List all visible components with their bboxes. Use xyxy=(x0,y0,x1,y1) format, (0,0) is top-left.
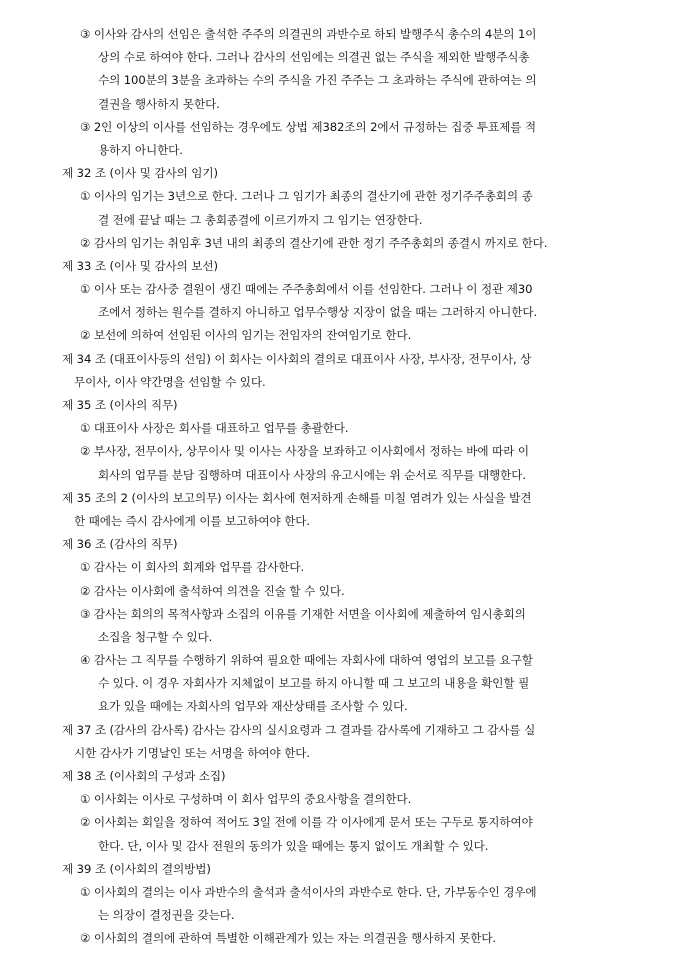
text-line: 한 때에는 즉시 감사에게 이를 보고하여야 한다. xyxy=(74,513,310,528)
text-line: ② 감사의 임기는 취임후 3년 내의 최종의 결산기에 관한 정기 주주총회의 종결시 까지로 한다. xyxy=(80,235,548,250)
text-line: ① 이사 또는 감사중 결원이 생긴 때에는 주주총회에서 이를 선임한다. 그러나 이 정관 제30 xyxy=(80,282,533,297)
article-heading: 제 39 조 (이사회의 결의방법) xyxy=(62,861,211,876)
article-heading: 제 37 조 (감사의 감사록) 감사는 감사의 실시요령과 그 결과를 감사록에 기재하고 그 감사를 실 xyxy=(62,722,536,737)
text-line: 결권을 행사하지 못한다. xyxy=(98,96,220,111)
text-line: 회사의 업무를 분담 집행하며 대표이사 사장의 유고시에는 위 순서로 직무를 대행한다. xyxy=(98,467,526,482)
text-line: ① 감사는 이 회사의 회계와 업무를 감사한다. xyxy=(80,560,305,575)
article-heading: 제 32 조 (이사 및 감사의 임기) xyxy=(62,166,218,181)
text-line: 한다. 단, 이사 및 감사 전원의 동의가 있을 때에는 통지 없이도 개최할 수 있다. xyxy=(98,838,489,853)
document-body xyxy=(62,23,628,951)
text-line: 수의 100분의 3분을 초과하는 수의 주식을 가진 주주는 그 초과하는 주식에 관하여는 의 xyxy=(98,73,537,88)
article-heading: 제 33 조 (이사 및 감사의 보선) xyxy=(62,258,218,273)
text-line: ② 이사회의 결의에 관하여 특별한 이해관계가 있는 자는 의결권을 행사하지 못한다. xyxy=(80,931,497,946)
text-line: 는 의장이 결정권을 갖는다. xyxy=(98,908,235,923)
text-line: 무이사, 이사 약간명을 선임할 수 있다. xyxy=(74,374,266,389)
text-line: 소집을 청구할 수 있다. xyxy=(98,629,213,644)
text-line: ④ 감사는 그 직무를 수행하기 위하여 필요한 때에는 자회사에 대하여 영업의 보고를 요구할 xyxy=(80,653,533,668)
text-line: 용하지 아니한다. xyxy=(98,142,183,157)
text-line: 결 전에 끝날 때는 그 총회종결에 이르기까지 그 임기는 연장한다. xyxy=(98,212,423,227)
text-line: 수 있다. 이 경우 자회사가 지체없이 보고를 하지 아니할 때 그 보고의 내용을 확인할 필 xyxy=(98,676,530,691)
article-heading: 제 36 조 (감사의 직무) xyxy=(62,537,178,552)
text-line: ① 이사회는 이사로 구성하며 이 회사 업무의 중요사항을 결의한다. xyxy=(80,792,412,807)
text-line: ③ 2인 이상의 이사를 선임하는 경우에도 상법 제382조의 2에서 규정하는 집중 투표제를 적 xyxy=(80,119,536,134)
text-line: ③ 이사와 감사의 선임은 출석한 주주의 의결권의 과반수로 하되 발행주식 총수의 4분의 1이 xyxy=(80,27,537,41)
text-line: ③ 감사는 회의의 목적사항과 소집의 이유를 기재한 서면을 이사회에 제출하여 임시총회의 xyxy=(80,606,526,621)
text-line: ② 이사회는 회일을 정하여 적어도 3일 전에 이를 각 이사에게 문서 또는 구두로 통지하여야 xyxy=(80,815,533,830)
text-line: ① 대표이사 사장은 회사를 대표하고 업무를 총괄한다. xyxy=(80,421,349,436)
text-line: ① 이사회의 결의는 이사 과반수의 출석과 출석이사의 과반수로 한다. 단, 가부동수인 경우에 xyxy=(80,884,537,899)
text-line: 요가 있을 때에는 자회사의 업무와 재산상태를 조사할 수 있다. xyxy=(98,699,408,714)
article-heading: 제 35 조의 2 (이사의 보고의무) 이사는 회사에 현저하게 손해를 미칠 염려가 있는 사실을 발견 xyxy=(62,490,532,505)
text-line: ② 보선에 의하여 선임된 이사의 임기는 전임자의 잔여임기로 한다. xyxy=(80,328,412,343)
article-heading: 제 34 조 (대표이사등의 선임) 이 회사는 이사회의 결의로 대표이사 사장, 부사장, 전무이사, 상 xyxy=(62,351,532,366)
article-heading: 제 38 조 (이사회의 구성과 소집) xyxy=(62,769,226,783)
text-line: 조에서 정하는 원수를 결하지 아니하고 업무수행상 지장이 없을 때는 그러하지 아니한다. xyxy=(98,305,538,320)
article-heading: 제 35 조 (이사의 직무) xyxy=(62,398,178,412)
text-line: 상의 수로 하여야 한다. 그러나 감사의 선임에는 의결권 없는 주식을 제외한 발행주식총 xyxy=(98,50,530,65)
text-line: 시한 감사가 기명날인 또는 서명을 하여야 한다. xyxy=(74,745,310,760)
text-line: ② 부사장, 전무이사, 상무이사 및 이사는 사장을 보좌하고 이사회에서 정하는 바에 따라 이 xyxy=(80,444,529,459)
text-line: ② 감사는 이사회에 출석하여 의견을 진술 할 수 있다. xyxy=(80,583,345,598)
text-line: ① 이사의 임기는 3년으로 한다. 그러나 그 임기가 최종의 결산기에 관한 정기주주총회의 종 xyxy=(80,189,533,204)
